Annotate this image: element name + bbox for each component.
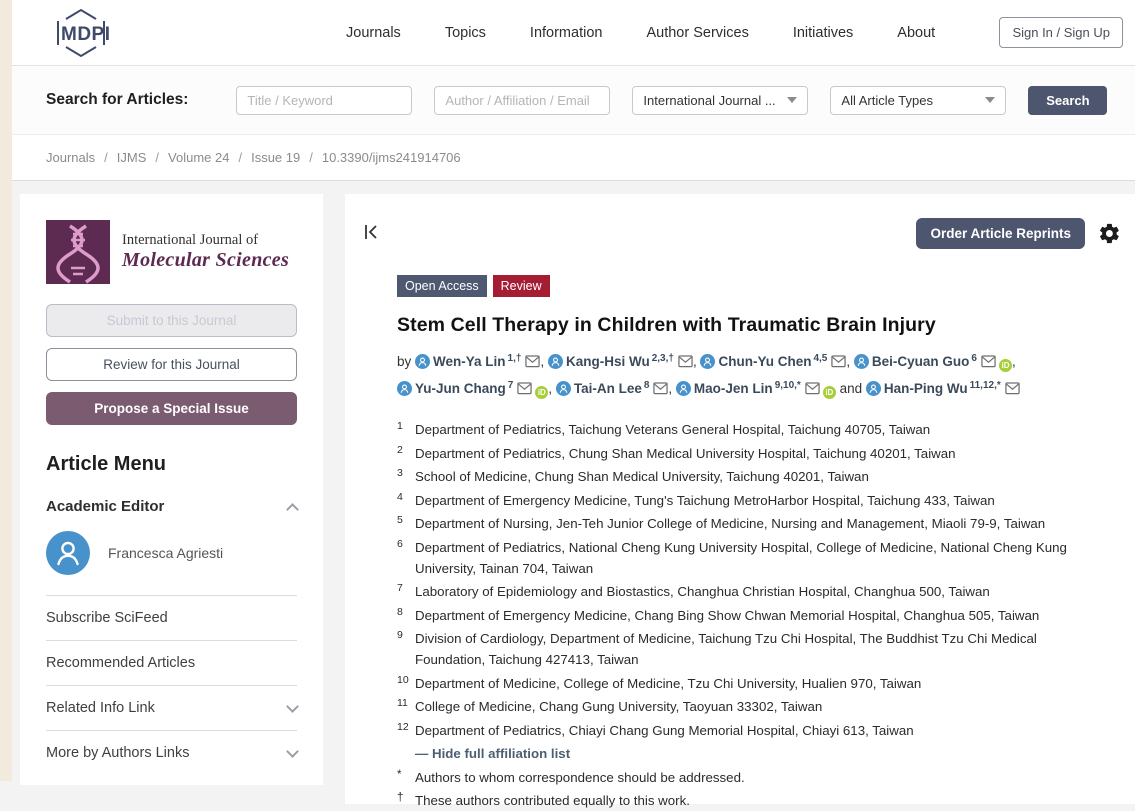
badges [397,275,1111,297]
footnote-row [397,767,1097,788]
chevron-down-icon [286,700,299,713]
breadcrumb-separator: / [104,150,108,165]
sidebar-item-label: Recommended Articles [46,655,196,671]
by-label: by [397,354,416,369]
affiliation-text: Department of Nursing, Jen-Teh Junior College of Medicine, Nursing and Management, Miaoli 79-9, Taiwan [415,516,1046,531]
affiliation-row [397,720,1097,741]
footnote-text: Authors to whom correspondence should be addressed. [415,769,745,785]
author-affiliation-refs: 1,† [507,353,522,364]
article-menu-title: Article Menu [46,453,167,475]
author-name: Yu-Jun Chang [415,381,506,396]
envelope-icon[interactable] [805,382,820,397]
person-circle-icon [556,384,571,399]
affiliation-number: 10 [397,673,409,686]
affiliation-text: School of Medicine, Chung Shan Medical University, Taichung 40201, Taiwan [415,469,869,484]
orcid-icon[interactable]: iD [999,359,1012,372]
envelope-icon[interactable] [517,382,532,397]
author-affiliation-refs: 6 [971,353,977,364]
affiliation-text: Laboratory of Epidemiology and Biostastics, Changhua Christian Hospital, Changhua 500, Taiwan [415,584,990,599]
author-affiliation-refs: 4,5 [813,353,828,364]
article-card [345,194,1135,808]
affiliation-text: Department of Medicine, College of Medicine, Tzu Chi University, Hualien 970, Taiwan [415,675,922,691]
affiliation-number: 7 [397,582,403,594]
envelope-icon[interactable] [678,355,693,370]
affiliation-number: 6 [397,537,403,550]
article-title: Stem Cell Therapy in Children with Traumatic Brain Injury [397,314,936,336]
svg-text:MDPI: MDPI [61,23,111,45]
collapse-left-icon[interactable] [363,224,380,245]
affiliation-number: 9 [397,629,403,641]
person-circle-icon [854,357,869,372]
search-button[interactable]: Search [1028,86,1107,115]
author-name: Bei-Cyuan Guo [871,354,970,369]
affiliation-number: 12 [397,720,409,733]
person-circle-icon [866,384,881,399]
editor-row[interactable] [46,519,297,595]
hide-affiliations-link[interactable]: — Hide full affiliation list [415,746,571,761]
footnote-text: These authors contributed equally to this work. [415,793,690,808]
envelope-icon[interactable] [831,355,846,370]
affiliation-text: Department of Pediatrics, National Cheng Kung University Hospital, College of Medicine, National Cheng Kung University, Tainan 704, Taiwan [415,539,1067,576]
academic-editor-label: Academic Editor [46,498,165,515]
affiliation-number [397,740,415,761]
affiliation-text: Department of Pediatrics, Chiayi Chang Gung Memorial Hospital, Chiayi 613, Taiwan [415,722,914,738]
affiliation-number: 8 [397,605,403,618]
journal-sidebar-card [20,194,323,785]
journal-cover-icon [46,220,110,284]
person-circle-icon [700,357,715,372]
author-han-ping-wu[interactable] [866,381,1020,396]
footnote-row [397,790,1097,811]
affiliation-row [397,628,1097,670]
breadcrumb [0,135,1135,181]
author-kang-hsi-wu[interactable] [548,354,693,369]
submit-to-journal-button[interactable]: Submit to this Journal [46,304,297,337]
mdpi-logo[interactable] [44,6,118,60]
journal-title-line2: Molecular Sciences [122,249,290,271]
journal-logo[interactable] [46,220,297,284]
article-body [363,275,1121,811]
review-for-journal-button[interactable]: Review for this Journal [46,348,297,381]
badge-review[interactable]: Review [493,275,550,297]
affiliation-row [397,673,1097,694]
affiliation-number: 1 [397,420,403,432]
affiliation-row [397,513,1097,534]
order-reprints-button[interactable]: Order Article Reprints [916,218,1085,249]
breadcrumb-item-issue-19[interactable]: Issue 19 [251,150,301,165]
orcid-icon[interactable]: iD [535,386,548,399]
affiliation-text: Division of Cardiology, Department of Medicine, Taichung Tzu Chi Hospital, The Buddhist Tzu Chi Medical Foundation, Taichung 427413, Taiwan [415,631,1037,667]
search-band [0,66,1135,135]
editor-name: Francesca Agriesti [108,545,224,561]
author-mao-jen-lin[interactable] [676,381,836,396]
breadcrumb-item-10-3390-ijms241914706[interactable]: 10.3390/ijms241914706 [321,150,461,165]
breadcrumb-separator: / [309,150,313,165]
envelope-icon[interactable] [1005,382,1020,397]
footnote-marker: * [397,768,402,781]
affiliation-text: Department of Pediatrics, Taichung Veterans General Hospital, Taichung 40705, Taiwan [415,422,931,437]
breadcrumb-separator: / [238,150,243,165]
affiliation-list [397,419,1097,811]
author-name: Chun-Yu Chen [718,354,812,369]
author-name: Han-Ping Wu [883,381,968,396]
breadcrumb-item-ijms[interactable]: IJMS [116,150,147,165]
search-label: Search for Articles: [46,91,189,108]
affiliation-number: 11 [397,697,408,709]
nav-journals[interactable]: Journals [346,24,401,41]
nav-author-services[interactable]: Author Services [646,24,749,41]
hide-affiliation-row [397,743,1097,764]
affiliation-row [397,443,1097,464]
author-affiliation-input[interactable] [434,86,610,115]
affiliation-row [397,605,1097,626]
sidebar [20,194,323,781]
chevron-down-icon [286,745,299,758]
author-name: Wen-Ya Lin [433,354,506,369]
main-nav [346,25,935,41]
author-affiliation-refs: 11,12,* [969,380,1001,391]
gear-icon[interactable] [1098,222,1121,245]
window-edge-strip [0,0,12,781]
article-toolbar [363,218,1121,249]
affiliation-text: Department of Emergency Medicine, Tung's Taichung MetroHarbor Hospital, Taichung 433, Taiwan [415,492,995,508]
person-circle-icon [397,384,412,399]
author-name: Mao-Jen Lin [693,381,773,396]
affiliation-number: 4 [397,490,403,503]
journal-title [122,232,289,272]
affiliation-text: Department of Pediatrics, Chung Shan Medical University Hospital, Taichung 40201, Taiwan [415,445,956,461]
nav-initiatives[interactable]: Initiatives [792,24,854,41]
sidebar-item-more-by-authors-links[interactable] [46,730,297,775]
envelope-icon[interactable] [653,382,668,397]
journal-select[interactable] [632,86,808,115]
sidebar-item-subscribe-scifeed[interactable] [46,595,297,640]
author-tai-an-lee[interactable] [556,381,669,396]
affiliation-row [397,537,1097,579]
affiliation-row [397,419,1097,440]
propose-special-issue-button[interactable]: Propose a Special Issue [46,392,297,425]
sidebar-links [46,595,297,775]
affiliation-row [397,696,1097,717]
author-affiliation-refs: 7 [507,380,514,391]
title-keyword-input[interactable] [236,86,412,115]
orcid-icon[interactable]: iD [823,386,836,399]
envelope-icon[interactable] [981,355,996,370]
person-circle-icon [676,384,691,399]
person-circle-icon [415,357,430,372]
affiliation-text: Department of Emergency Medicine, Chang Bing Show Chwan Memorial Hospital, Changhua 505, Taiwan [415,607,1040,623]
footnote-marker: † [397,792,404,804]
authors-line: by Wen-Ya Lin $^{1,\dagger}$ , Kang-Hsi Wu $^{2,3,\dagger}$ , Chun-Yu Chen $^{4,5}$ , Bei-Cyuan Guo $^6$iD , Yu-Jun Chang $^7$iD , Tai-An Lee $^8$ , Mao-Jen Lin $^{9,10,*}$iD and Han-Ping Wu $^{11,12,*}$ [397,350,1069,404]
nav-information[interactable]: Information [529,24,603,41]
affiliation-text: College of Medicine, Chang Gung University, Taoyuan 33302, Taiwan [415,699,823,714]
affiliation-row [397,581,1097,602]
breadcrumb-separator: / [155,150,160,165]
sign-in-button[interactable]: Sign In / Sign Up [999,17,1123,48]
sidebar-item-recommended-articles[interactable] [46,640,297,685]
affiliation-number: 3 [397,467,403,479]
sidebar-item-label: Related Info Link [46,700,155,716]
author-wen-ya-lin[interactable] [415,354,540,369]
author-chun-yu-chen[interactable] [700,354,846,369]
content-area [0,181,1135,808]
affiliation-row [397,490,1097,511]
caret-down-icon [787,97,797,103]
author-affiliation-refs: 2,3,† [651,353,674,364]
caret-down-icon [985,97,995,103]
academic-editor-toggle[interactable] [46,482,297,519]
author-yu-jun-chang[interactable] [397,381,548,396]
author-bei-cyuan-guo[interactable] [854,354,1012,369]
sidebar-item-label: More by Authors Links [46,745,190,761]
nav-topics[interactable]: Topics [444,24,486,41]
author-name: Tai-An Lee [573,381,642,396]
badge-open-access[interactable]: Open Access [397,275,487,297]
sidebar-item-related-info-link[interactable] [46,685,297,730]
envelope-icon[interactable] [525,355,540,370]
chevron-up-icon [286,503,299,516]
journal-select-value: International Journal ... [643,92,776,108]
breadcrumb-item-volume-24[interactable]: Volume 24 [168,150,230,165]
article-type-select-value: All Article Types [841,92,933,108]
affiliation-number: 5 [397,514,403,526]
article-type-select[interactable] [830,86,1006,115]
person-circle-icon [46,531,90,575]
person-circle-icon [548,357,563,372]
nav-about[interactable]: About [897,24,936,41]
author-affiliation-refs: 8 [643,380,650,391]
journal-title-line1: International Journal of [122,232,259,248]
breadcrumb-item-journals[interactable]: Journals [46,150,96,165]
affiliation-row [397,466,1097,487]
sidebar-item-label: Subscribe SciFeed [46,610,168,626]
affiliation-number: 2 [397,443,403,456]
author-affiliation-refs: 9,10,* [774,380,801,391]
top-header [0,0,1135,66]
author-name: Kang-Hsi Wu [565,354,650,369]
